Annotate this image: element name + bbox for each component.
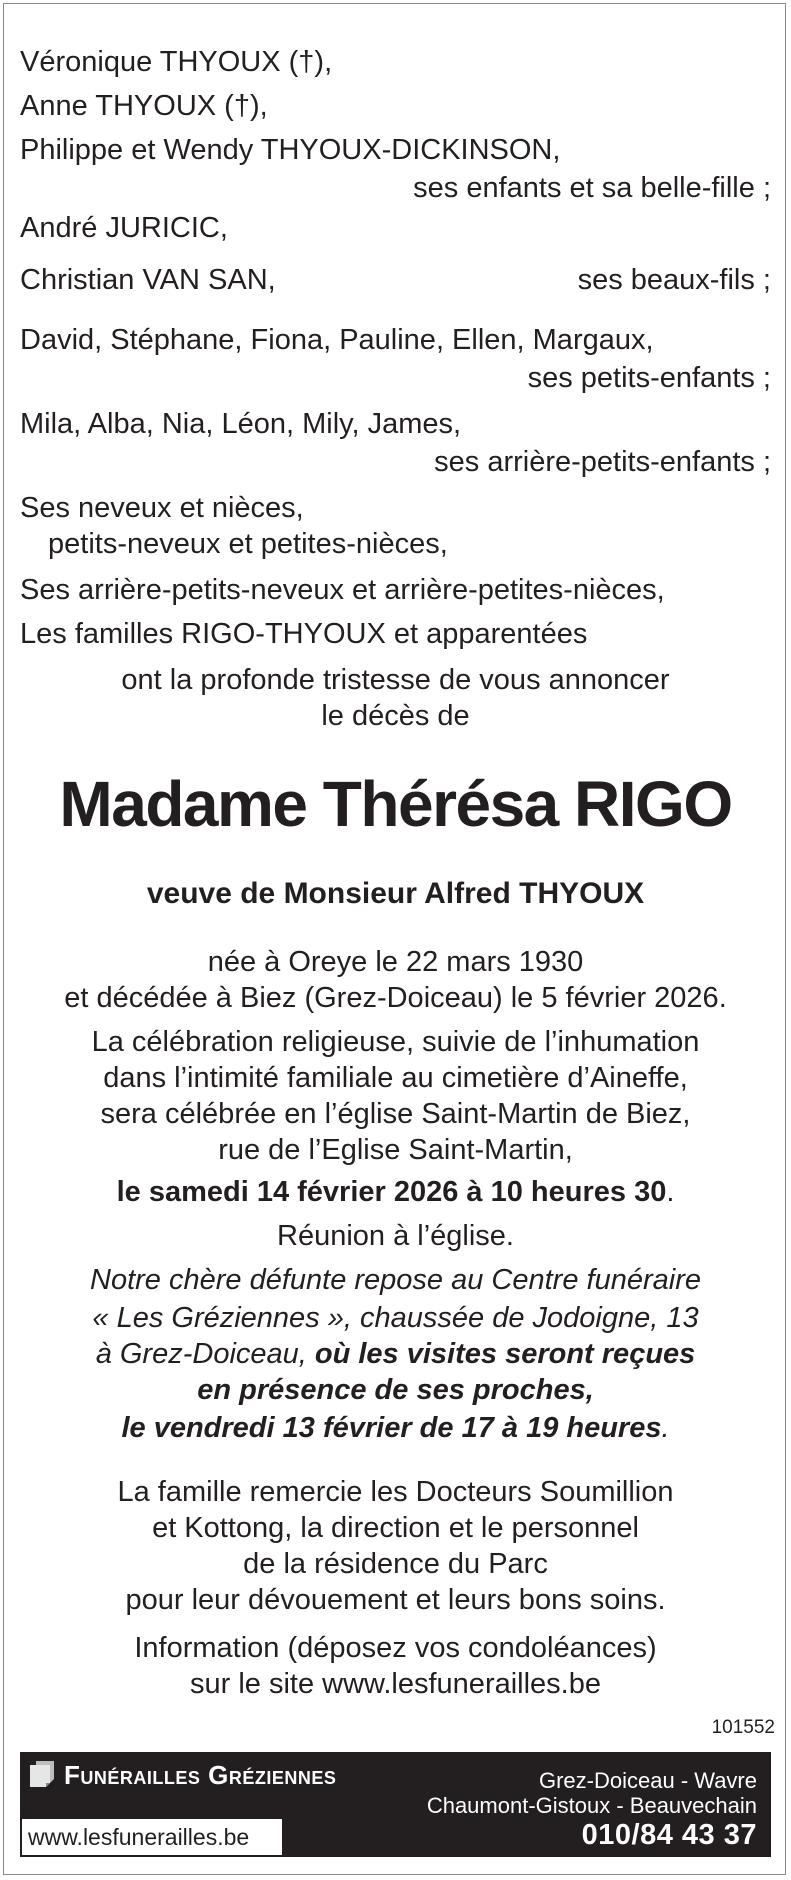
deceased-name: Madame Thérésa RIGO bbox=[59, 768, 732, 840]
thanks-line-4: pour leur dévouement et leurs bons soins. bbox=[125, 1584, 666, 1616]
family-line-3: Philippe et Wendy THYOUX-DICKINSON, bbox=[20, 134, 561, 166]
folded-page-icon bbox=[30, 1761, 54, 1787]
family-line-6: David, Stéphane, Fiona, Pauline, Ellen, Margaux, bbox=[20, 324, 654, 356]
visits-line-5 bbox=[0, 1410, 791, 1446]
visits-line-3 bbox=[0, 1336, 791, 1372]
visits-note: où les visites seront reçues bbox=[314, 1338, 696, 1370]
ceremony-date: le samedi 14 février 2026 à 10 heures 30 bbox=[116, 1176, 667, 1208]
family-line-5: Christian VAN SAN, bbox=[20, 264, 276, 296]
website-link[interactable]: www.lesfunerailles.be bbox=[28, 1824, 250, 1850]
family-line-8: Ses neveux et nièces, bbox=[20, 492, 304, 524]
birth-info: née à Oreye le 22 mars 1930 bbox=[207, 946, 584, 978]
reference-number: 101552 bbox=[711, 1717, 775, 1738]
thanks-line-3: de la résidence du Parc bbox=[243, 1548, 548, 1580]
info-line-1: Information (déposez vos condoléances) bbox=[134, 1632, 657, 1664]
death-info: et décédée à Biez (Grez-Doiceau) le 5 février 2026. bbox=[64, 982, 727, 1014]
family-line-10: Ses arrière-petits-neveux et arrière-petites-nièces, bbox=[20, 574, 665, 606]
role-grandchildren: ses petits-enfants ; bbox=[527, 362, 771, 394]
family-line-1: Véronique THYOUX (†), bbox=[20, 46, 333, 78]
family-line-2: Anne THYOUX (†), bbox=[20, 90, 268, 122]
role-sons-in-law: ses beaux-fils ; bbox=[577, 264, 771, 296]
thanks-line-1: La famille remercie les Docteurs Soumillion bbox=[117, 1476, 674, 1508]
role-great-grandchildren: ses arrière-petits-enfants ; bbox=[434, 446, 771, 478]
ceremony-line-1: La célébration religieuse, suivie de l’inhumation bbox=[91, 1026, 700, 1058]
visits-location: à Grez-Doiceau, bbox=[95, 1338, 315, 1370]
family-line-9: petits-neveux et petites-nièces, bbox=[48, 528, 448, 560]
visits-line-1: Notre chère défunte repose au Centre funéraire bbox=[90, 1264, 701, 1296]
family-line-4: André JURICIC, bbox=[20, 212, 228, 244]
announcement-line-2: le décès de bbox=[321, 700, 470, 732]
widow-of: veuve de Monsieur Alfred THYOUX bbox=[146, 877, 645, 910]
family-line-11: Les familles RIGO-THYOUX et apparentées bbox=[20, 618, 588, 650]
phone-number: 010/84 43 37 bbox=[581, 1819, 757, 1851]
ceremony-date-period: . bbox=[666, 1176, 675, 1208]
funeral-home-name: Funérailles Gréziennes bbox=[64, 1760, 337, 1790]
ceremony-line-2: dans l’intimité familiale au cimetière d’Aineffe, bbox=[103, 1062, 688, 1094]
thanks-line-2: et Kottong, la direction et le personnel bbox=[152, 1512, 639, 1544]
locations-line-2: Chaumont-Gistoux - Beauvechain bbox=[426, 1793, 757, 1818]
ceremony-line-4: rue de l’Eglise Saint-Martin, bbox=[218, 1134, 573, 1166]
family-line-7: Mila, Alba, Nia, Léon, Mily, James, bbox=[20, 408, 462, 440]
visits-line-2: « Les Gréziennes », chaussée de Jodoigne, 13 bbox=[92, 1302, 699, 1334]
role-children: ses enfants et sa belle-fille ; bbox=[413, 172, 771, 204]
ceremony-line-3: sera célébrée en l’église Saint-Martin de Biez, bbox=[100, 1098, 691, 1130]
ceremony-date-line bbox=[0, 1174, 791, 1210]
visits-date: le vendredi 13 février de 17 à 19 heures bbox=[121, 1412, 662, 1444]
info-line-2: sur le site www.lesfunerailles.be bbox=[189, 1668, 601, 1700]
announcement-line-1: ont la profonde tristesse de vous annoncer bbox=[121, 664, 670, 696]
visits-date-period: . bbox=[661, 1412, 670, 1444]
locations-line-1: Grez-Doiceau - Wavre bbox=[538, 1768, 757, 1793]
meeting-info: Réunion à l’église. bbox=[277, 1220, 514, 1252]
visits-line-4: en présence de ses proches, bbox=[197, 1374, 594, 1406]
